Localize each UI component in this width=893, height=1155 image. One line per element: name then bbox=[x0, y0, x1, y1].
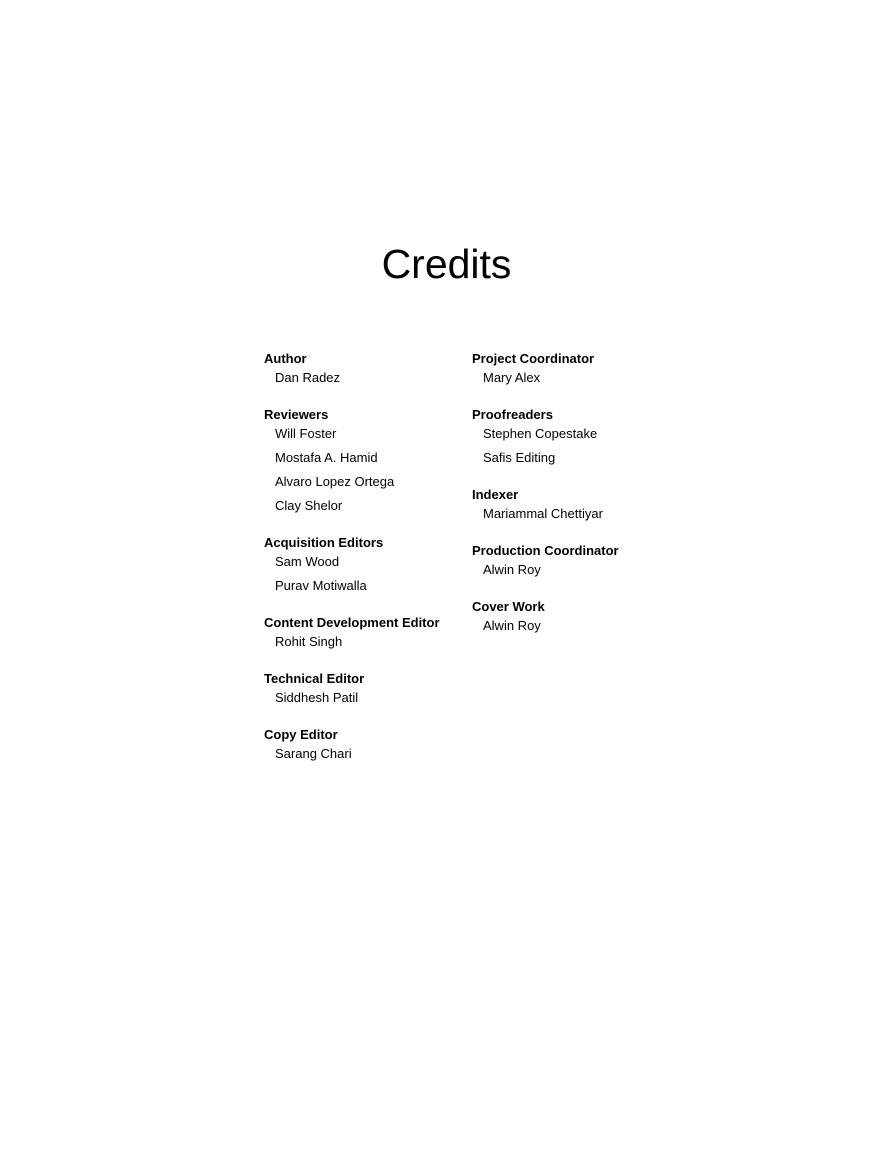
role-heading: Author bbox=[264, 351, 307, 366]
role-heading: Acquisition Editors bbox=[264, 535, 384, 550]
name-list bbox=[264, 369, 474, 386]
credit-section-indexer bbox=[472, 486, 682, 522]
credit-name: Alwin Roy bbox=[483, 562, 541, 577]
credit-name: Purav Motiwalla bbox=[275, 578, 367, 593]
page-title: Credits bbox=[381, 241, 512, 287]
credits-column-left bbox=[264, 350, 474, 782]
credit-section-author bbox=[264, 350, 474, 386]
role-heading: Production Coordinator bbox=[472, 543, 619, 558]
credit-section-proofreaders bbox=[472, 406, 682, 466]
credits-column-right bbox=[472, 350, 682, 654]
credit-section-cover-work bbox=[472, 598, 682, 634]
credit-section-technical-editor bbox=[264, 670, 474, 706]
name-list bbox=[472, 617, 682, 634]
role-heading: Reviewers bbox=[264, 407, 329, 422]
role-heading: Proofreaders bbox=[472, 407, 553, 422]
name-list bbox=[264, 633, 474, 650]
role-heading: Cover Work bbox=[472, 599, 545, 614]
credit-section-content-development-editor bbox=[264, 614, 474, 650]
credit-name: Siddhesh Patil bbox=[275, 690, 359, 705]
credit-name: Alwin Roy bbox=[483, 618, 541, 633]
role-heading: Content Development Editor bbox=[264, 615, 440, 630]
credit-name: Dan Radez bbox=[275, 370, 341, 385]
credit-section-copy-editor bbox=[264, 726, 474, 762]
credit-section-project-coordinator bbox=[472, 350, 682, 386]
credit-name: Stephen Copestake bbox=[483, 426, 598, 441]
name-list bbox=[264, 745, 474, 762]
name-list bbox=[472, 505, 682, 522]
credit-name: Will Foster bbox=[275, 426, 337, 441]
role-heading: Copy Editor bbox=[264, 727, 338, 742]
name-list bbox=[264, 553, 474, 594]
credit-name: Mary Alex bbox=[483, 370, 541, 385]
credit-name: Sam Wood bbox=[275, 554, 340, 569]
role-heading: Indexer bbox=[472, 487, 519, 502]
name-list bbox=[264, 425, 474, 514]
credit-section-acquisition-editors bbox=[264, 534, 474, 594]
credit-name: Sarang Chari bbox=[275, 746, 352, 761]
name-list bbox=[472, 561, 682, 578]
name-list bbox=[264, 689, 474, 706]
credit-name: Rohit Singh bbox=[275, 634, 343, 649]
name-list bbox=[472, 425, 682, 466]
role-heading: Technical Editor bbox=[264, 671, 365, 686]
credit-section-reviewers bbox=[264, 406, 474, 514]
credit-name: Safis Editing bbox=[483, 450, 556, 465]
credit-name: Alvaro Lopez Ortega bbox=[275, 474, 395, 489]
credit-name: Mostafa A. Hamid bbox=[275, 450, 378, 465]
credit-section-production-coordinator bbox=[472, 542, 682, 578]
credit-name: Clay Shelor bbox=[275, 498, 343, 513]
credit-name: Mariammal Chettiyar bbox=[483, 506, 603, 521]
name-list bbox=[472, 369, 682, 386]
role-heading: Project Coordinator bbox=[472, 351, 595, 366]
